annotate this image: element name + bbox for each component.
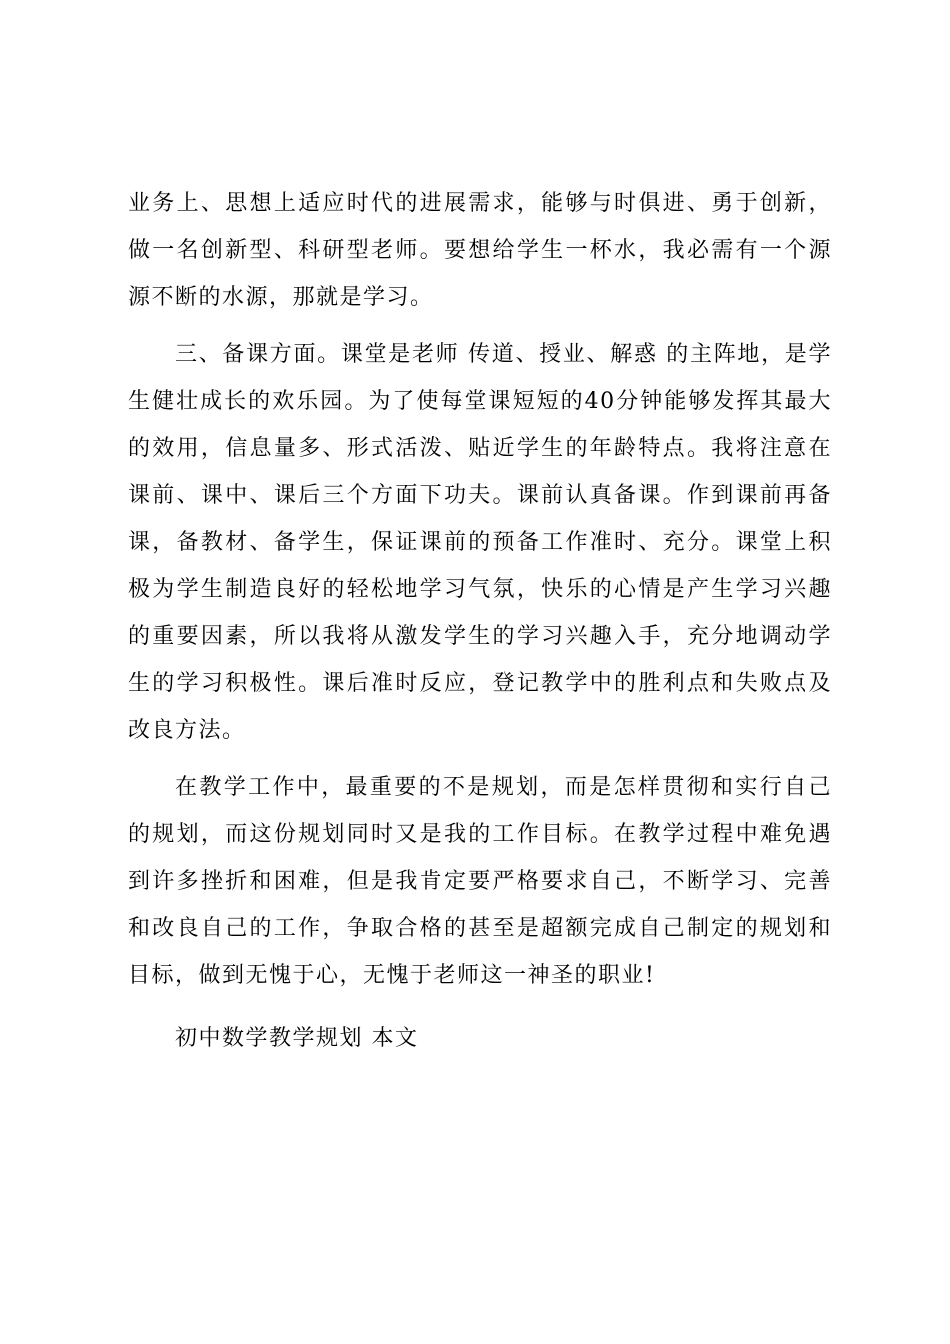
- paragraph-lesson-prep: 三、备课方面。课堂是老师 传道、授业、解惑 的主阵地，是学生健壮成长的欢乐园。为了使每堂课短短的40分钟能够发挥其最大的效用，信息量多、形式活泼、贴近学生的年龄特点。我将注意在课前、课中、课后三个方面下功夫。课前认真备课。作到课前再备课，备教材、备学生，保证课前的预备工作准时、充分。课堂上积极为学生制造良好的轻松地学习气氛，快乐的心情是产生学习兴趣的重要因素，所以我将从激发学生的学习兴趣入手，充分地调动学生的学习积极性。课后准时反应，登记教学中的胜利点和失败点及改良方法。: [128, 342, 832, 743]
- document-footer-line: 初中数学教学规划 本文: [175, 1026, 419, 1051]
- document-body: [128, 180, 832, 1062]
- paragraph-gap: [128, 999, 832, 1009]
- paragraph-conclusion: 在教学工作中，最重要的不是规划，而是怎样贯彻和实行自己的规划，而这份规划同时又是我的工作目标。在教学过程中难免遇到许多挫折和困难，但是我肯定要严格要求自己，不断学习、完善和改良自己的工作，争取合格的甚至是超额完成自己制定的规划和目标，做到无愧于心，无愧于老师这一神圣的职业!: [128, 775, 832, 988]
- paragraph-gap: [128, 321, 832, 331]
- paragraph-continuation: 业务上、思想上适应时代的进展需求，能够与时俱进、勇于创新，做一名创新型、科研型老师。要想给学生一杯水，我必需有一个源源不断的水源，那就是学习。: [128, 191, 832, 310]
- paragraph-gap: [128, 754, 832, 764]
